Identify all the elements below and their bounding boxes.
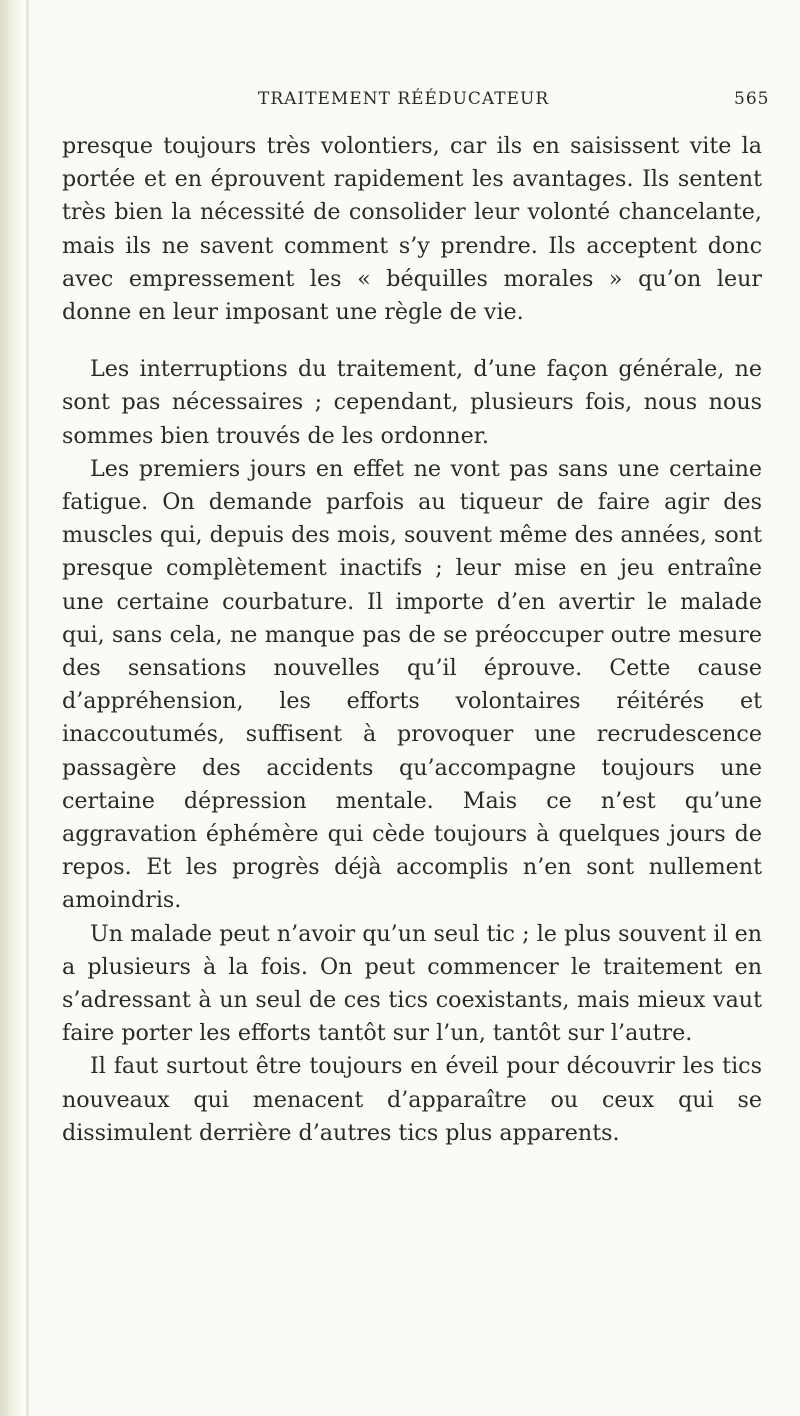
paragraph: Il faut surtout être toujours en éveil pour découvrir les tics nouveaux qui menacent d’apparaître ou ceux qui se dissimulent derrière d’autres tics plus apparents.	[62, 1053, 762, 1146]
paragraph: presque toujours très volontiers, car ils en saisissent vite la portée et en éprouvent rapidement les avantages. Ils sentent très bien la nécessité de consolider leur volonté chancelante, mais ils ne savent comment s’y prendre. Ils acceptent donc avec empressement les « béquilles morales » qu’on leur donne en leur imposant une règle de vie.	[62, 133, 762, 326]
running-head	[0, 89, 800, 117]
paragraph: Les interruptions du traitement, d’une façon générale, ne sont pas nécessaires ; cependant, plusieurs fois, nous nous sommes bien trouvés de les ordonner.	[62, 356, 762, 449]
paragraph: Un malade peut n’avoir qu’un seul tic ; le plus souvent il en a plusieurs à la fois. On peut commencer le traitement en s’adressant à un seul de ces tics coexistants, mais mieux vaut faire porter les efforts tantôt sur l’un, tantôt sur l’autre.	[62, 920, 762, 1047]
running-title: TRAITEMENT RÉÉDUCATEUR	[258, 89, 550, 109]
paragraph: Les premiers jours en effet ne vont pas sans une certaine fatigue. On demande parfois au tiqueur de faire agir des muscles qui, depuis des mois, souvent même des années, sont presque complètement inactifs ; leur mise en jeu entraîne une certaine courbature. Il importe d’en avertir le malade qui, sans cela, ne manque pas de se préoccuper outre mesure des sensations nouvelles qu’il éprouve. Cette cause d’appréhension, les efforts volontaires réitérés et inaccoutumés, suffisent à provoquer une recrudescence passagère des accidents qu’accompagne toujours une certaine dépression mentale. Mais ce n’est qu’une aggravation éphémère qui cède toujours à quelques jours de repos. Et les progrès déjà accomplis n’en sont nullement amoindris.	[62, 455, 762, 914]
page-edge-stripe	[26, 0, 29, 1416]
body-text	[62, 130, 762, 1150]
page-edge-shadow	[0, 0, 22, 1416]
page-number: 565	[734, 89, 770, 109]
